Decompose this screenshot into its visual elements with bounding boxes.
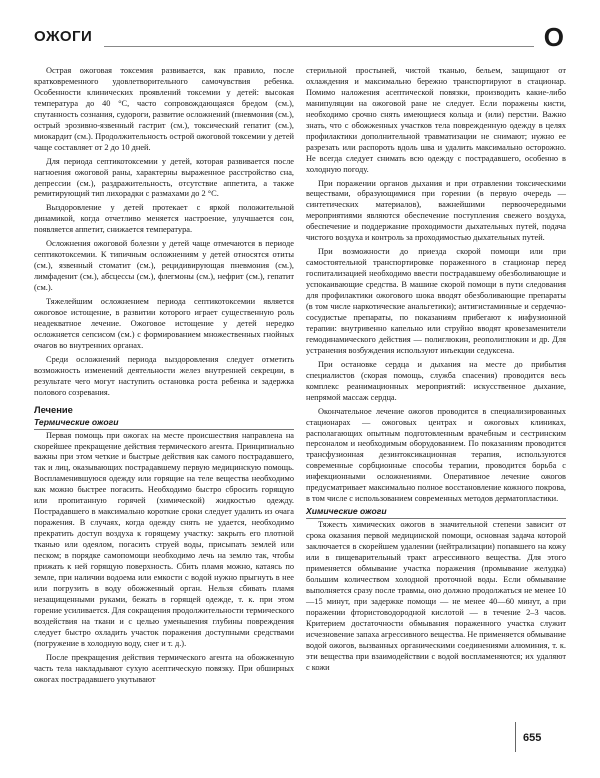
left-column bbox=[34, 66, 294, 685]
section-title: ОЖОГИ bbox=[34, 28, 93, 45]
paragraph: Осложнения ожоговой болезни у детей чаще отмечаются в периоде септикотоксемии. К типичным осложнениям у детей относятся отиты (см.), язвенный стоматит (см.), рецидивирующая пневмония (см.), лимфаденит (см.), абсцессы (см.), флегмоны (см.), нефрит (см.), гепатит (см.). bbox=[34, 239, 294, 293]
heading-treatment: Лечение bbox=[34, 403, 73, 415]
paragraph: Среди осложнений периода выздоровления следует отметить возможность изменений деятельности желез внутренней секреции, в результате чего могут наступить остановка роста ребенка и задержка полового созревания. bbox=[34, 354, 294, 397]
footer-rule bbox=[515, 722, 516, 752]
paragraph: Острая ожоговая токсемия развивается, как правило, после кратковременного удовлетворительного самочувствия ребенка. Особенности клинических проявлений токсемии у детей: высокая температура до 40 °С, часто сопровождающаяся бредом (см.), спутанность сознания, судороги, развитие осложнений (пневмония (см.), острый эрозивно-язвенный гастрит (см.), токсический гепатит (см.), миокардит (см.). Продолжительность острой ожоговой токсемии у детей чаще составляет от 2 до 10 дней. bbox=[34, 66, 295, 152]
running-header bbox=[34, 22, 564, 52]
heading-chemical-burns: Химические ожоги bbox=[306, 506, 566, 519]
paragraph: стерильной простыней, чистой тканью, бельем, защищают от охлаждения и максимально бережно транспортируют в стационар. Помимо наложения асептической повязки, производить какие-либо манипуляции на ожоговой ране не следует. Если поражены кисти, необходимо срочно снять имеющиеся кольца и (или) перстни. Важно знать, что с обожженных участков тела поврежденную одежду в целях профилактики дополнительной травматизации не снимают; нужно ее разрезать или распороть вдоль шва и удалить максимально осторожно. Не всегда следует снимать всю одежду с пострадавшего, особенно в холодную погоду. bbox=[306, 66, 566, 174]
header-rule bbox=[104, 46, 534, 47]
paragraph: При поражении органов дыхания и при отравлении токсическими веществами, образующимися при горении (в первую очередь — синтетических материалов), важнейшими первоочередными мероприятиями являются обеспечение поступления свежего воздуха, обеспечение и поддержание проходимости дыхательных путей, подача чистого воздуха и контроль за проходимостью дыхательных путей. bbox=[306, 178, 566, 243]
page-number: 655 bbox=[523, 732, 542, 744]
paragraph: Выздоровление у детей протекает с яркой положительной динамикой, когда отчетливо меняется настроение, улучшается сон, появляется аппетит, снижается температура. bbox=[34, 203, 294, 235]
paragraph: Первая помощь при ожогах на месте происшествия направлена на скорейшее прекращение действия термического агента. Принципиально важны при этом четкие и быстрые действия как самого пострадавшего, так и лиц, оказывающих пострадавшему первую медицинскую помощь. Воспламенившуюся одежду или горящие на теле вещества необходимо как можно быстрее погасить. Необходимо быстро сбросить горящую или пропитанную горячей (химической) жидкостью одежду. Пострадавшего в максимально короткие сроки следует удалить из очага поражения. В случаях, когда одежду снять не удается, необходимо прекратить доступ воздуха к горящему участку: закрыть его плотной тканью или одеялом, погасить струей воды, присыпать землей или песком; в порядке самопомощи необходимо лечь на землю так, чтобы прижать к ней горящую поверхность. Сбить пламя можно, катаясь по земле, при наличии водоема или емкости с водой нужно прыгнуть в нее или погрузить в воду обожженный орган. Нельзя сбивать пламя незащищенными руками, бежать в горящей одежде, т. к. при этом горение усиливается. Для сокращения продолжительности термического воздействия на ткани и с целью уменьшения глубины повреждения следует быстро охладить участок поражения доступными средствами (погружение в холодную воду, снег и т. д.). bbox=[34, 430, 294, 648]
paragraph: После прекращения действия термического агента на обожженную часть тела накладывают сухую асептическую повязку. При обширных ожогах пострадавшего укутывают bbox=[34, 652, 294, 684]
paragraph: При остановке сердца и дыхания на месте до прибытия специалистов (скорая помощь, служба спасения) проводится весь комплекс реанимационных мероприятий: искусственное дыхание, непрямой массаж сердца. bbox=[306, 359, 566, 402]
paragraph: Тяжелейшим осложнением периода септикотоксемии является ожоговое истощение, в развитии которого играет существенную роль неадекватное лечение. Ожоговое истощение у детей нередко осложняется сепсисом (см.) с формированием множественных гнойных очагов во внутренних органах. bbox=[34, 297, 294, 350]
paragraph: Для периода септикотоксемии у детей, которая развивается после нагноения ожоговой раны, характерны выраженное расстройство сна, депрессии (см.), раздражительность, отсутствие аппетита, а также ремитирующий тип лихорадки с размахами до 2 °С. bbox=[34, 156, 294, 199]
heading-thermal-burns: Термические ожоги bbox=[34, 417, 294, 430]
right-column bbox=[306, 66, 566, 673]
paragraph: Тяжесть химических ожогов в значительной степени зависит от срока оказания первой медицинской помощи, основная задача которой заключается в скорейшем удалении (нейтрализации) попавшего на кожу или в пищеварительный тракт агрессивного вещества. Для этого применяется обмывание участка поражения (промывание желудка) большим количеством холодной проточной воды. Если обмывание выполняется сразу после травмы, оно должно продолжаться не менее 10—15 минут, при задержке помощи — не менее 40—60 минут, а при поражении фтористоводородной кислотой — в течение 2–3 часов. Критерием достаточности обмывания пораженного участка служит исчезновение запаха агрессивного вещества. Не применяется обмывание водой ожогов, вызванных органическими соединениями алюминия, т. к. эти вещества при взаимодействии с водой воспламеняются; их удаляют с кожи bbox=[306, 520, 566, 672]
paragraph: При возможности до приезда скорой помощи или при самостоятельной транспортировке пораженного в стационар перед госпитализацией необходимо ввести пострадавшему обезболивающие и успокаивающие средства. В машине скорой помощи в пути следования для профилактики ожогового шока вводят обезболивающие препараты (в том числе наркотические анальгетики); антигистаминные и сердечно-сосудистые препараты, по показаниям прибегают к инфузионной терапии: внутривенно капельно или струйно вводят кровезаменители гемодинамического действия — полиглюкин, реополиглюкин и др. Для устранения возбуждения используют инъекции седуксена. bbox=[306, 247, 566, 355]
index-letter: О bbox=[543, 22, 564, 52]
paragraph: Окончательное лечение ожогов проводится в специализированных стационарах — ожоговых центрах и ожоговых клиниках, располагающих опытным подготовленным врачебным и сестринским персоналом и необходимым оборудованием. По показаниям проводится трансфузионная дезинтоксикационная терапия, используются современные сорбционные способы терапии, проводится борьба с инфекционными осложнениями. Оперативное лечение ожогов предусматривает максимально полное восстановление кожного покрова, в том числе с использованием современных методов дерматопластики. bbox=[306, 406, 566, 504]
page-footer bbox=[515, 722, 565, 752]
